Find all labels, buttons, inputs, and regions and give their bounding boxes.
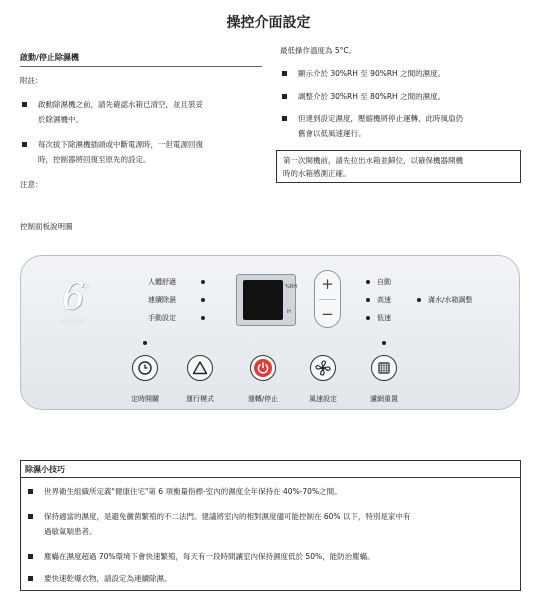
fan-speed-button[interactable] — [310, 355, 336, 381]
note-label: 附註： — [20, 76, 43, 85]
indicator-label-comfort: 人體舒適 — [148, 278, 176, 286]
filter-led — [382, 341, 386, 345]
bullet-marker — [282, 116, 287, 121]
logo-super: th — [84, 283, 92, 291]
note-line: 第一次開機前，請先拉出水箱並歸位，以確保機器開機 — [283, 156, 463, 165]
timer-led — [143, 341, 147, 345]
bullet-marker — [28, 514, 33, 519]
bullet-marker — [28, 489, 33, 494]
tip-line: 保持適當的濕度，是避免黴菌繁殖的不二法門。建議將室內的相對濕度儘可能控制在 60% 以下，特別是家中有 — [44, 512, 411, 521]
indicator-led-auto — [366, 280, 370, 284]
indicator-label-high: 高速 — [377, 296, 391, 304]
logo-number: 6 — [62, 277, 85, 318]
tip-bullet-3 — [28, 549, 375, 564]
sixth-sense-logo — [56, 277, 106, 329]
indicator-led-tank — [417, 298, 421, 302]
clock-icon — [133, 356, 159, 382]
triangle-icon — [188, 356, 214, 382]
indicator-label-manual: 手動設定 — [148, 314, 176, 322]
condition-bullet-2 — [282, 89, 445, 104]
bullet-marker — [28, 576, 33, 581]
humidity-display — [236, 274, 296, 326]
indicator-label-tank: 滿水/水箱調整 — [428, 296, 473, 304]
panel-caption: 控制面板說明圖 — [20, 222, 73, 231]
bullet-line: 於除濕機中。 — [38, 115, 83, 124]
power-label: 運轉/停止 — [247, 395, 279, 403]
tip-line: 世界衛生組織所定義"健康住宅"第 6 項衡量指標-室內的濕度全年保持在 40%-70%之間。 — [44, 487, 342, 496]
mode-label: 運行模式 — [186, 395, 214, 403]
start-stop-bullet-1 — [22, 97, 203, 127]
tip-line: 塵蟎在濕度超過 70%環境下會快速繁殖，每天有一段時間讓室內保持濕度低於 50%，能防治塵蟎。 — [44, 552, 375, 561]
mode-button[interactable] — [187, 355, 213, 381]
rocker-divider — [319, 299, 336, 300]
filter-grid-icon — [372, 356, 398, 382]
fan-icon — [311, 356, 337, 382]
plus-button[interactable]: + — [321, 275, 334, 293]
bullet-line: 調整介於 30%RH 至 80%RH 之間的濕度。 — [298, 92, 446, 101]
bullet-marker — [282, 71, 287, 76]
bullet-marker — [22, 142, 27, 147]
tip-line: 過敏氣喘患者。 — [44, 527, 97, 536]
start-stop-heading: 啟動/停止除濕機 — [20, 52, 262, 67]
power-icon — [251, 356, 277, 382]
bullet-line: 舊會以低風速運行。 — [298, 129, 366, 138]
tip-bullet-2 — [28, 509, 410, 539]
tips-heading: 除濕小技巧 — [21, 461, 520, 478]
tip-bullet-1 — [28, 484, 342, 499]
indicator-led-comfort — [201, 280, 205, 284]
fan-speed-label: 風速設定 — [309, 395, 337, 403]
indicator-led-low — [366, 316, 370, 320]
page-title: 操控介面設定 — [226, 15, 311, 31]
power-button[interactable] — [250, 355, 276, 381]
timer-button[interactable] — [132, 355, 158, 381]
display-screen — [243, 280, 283, 320]
bullet-line: 顯示介於 30%RH 至 90%RH 之間的濕度。 — [298, 69, 446, 78]
first-use-note-box — [276, 150, 521, 183]
minus-button[interactable]: − — [321, 305, 334, 323]
tip-line: 要快速乾爆衣物，請設定為連續除濕。 — [44, 574, 172, 583]
indicator-label-continuous: 連續除濕 — [148, 296, 176, 304]
indicator-label-low: 低速 — [377, 314, 391, 322]
filter-reset-label: 濾網重置 — [370, 395, 398, 403]
condition-bullet-1 — [282, 66, 445, 81]
bullet-line: 啟動除濕機之前，請先確認水箱已清空，並且裝妥 — [38, 100, 203, 109]
bullet-line: 每次拔下除濕機插頭或中斷電源時，一但電源回復 — [38, 140, 203, 149]
indicator-led-high — [366, 298, 370, 302]
indicator-led-manual — [201, 316, 205, 320]
indicator-led-continuous — [201, 298, 205, 302]
humidity-adjust-rocker — [314, 270, 341, 328]
min-temp-text: 最低操作溫度為 5°C。 — [280, 46, 357, 55]
display-unit-rh: %RH — [285, 284, 297, 290]
display-unit-h: H — [287, 309, 291, 315]
bullet-marker — [22, 102, 27, 107]
timer-label: 定時開關 — [131, 395, 159, 403]
caution-label: 注意： — [20, 180, 43, 189]
logo-word: sense — [60, 317, 86, 325]
bullet-marker — [28, 554, 33, 559]
tip-bullet-4 — [28, 571, 172, 586]
bullet-line: 時，控制器將回復至原先的設定。 — [38, 155, 151, 164]
condition-bullet-3 — [282, 111, 463, 141]
start-stop-bullet-2 — [22, 137, 203, 167]
filter-reset-button[interactable] — [371, 355, 397, 381]
note-line: 時的水箱感測正確。 — [283, 169, 351, 178]
bullet-marker — [282, 94, 287, 99]
indicator-label-auto: 自動 — [377, 278, 391, 286]
bullet-line: 但達到設定濕度，壓縮機將停止運轉，此時風扇仍 — [298, 114, 463, 123]
